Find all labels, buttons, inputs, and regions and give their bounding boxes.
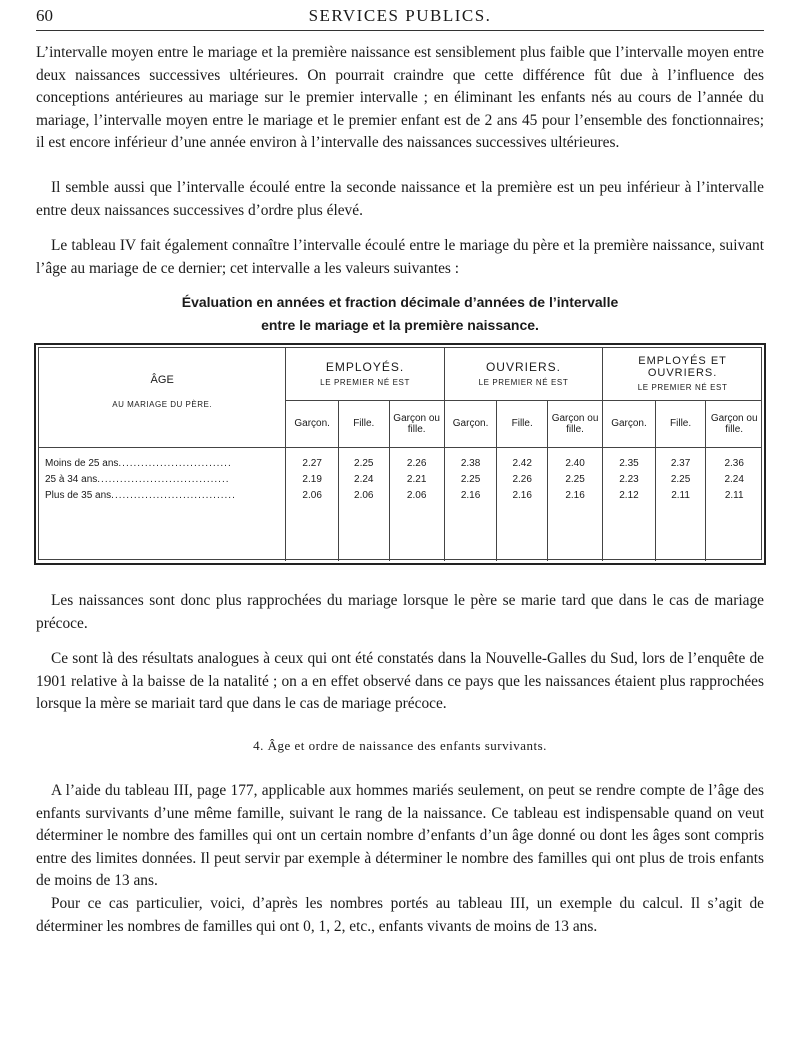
cell: 2.24 bbox=[338, 471, 389, 487]
age-header: ÂGE bbox=[150, 374, 174, 386]
cell: 2.23 bbox=[603, 471, 656, 487]
cell: 2.11 bbox=[706, 487, 762, 503]
cell: 2.25 bbox=[547, 471, 602, 487]
cell: 2.16 bbox=[547, 487, 602, 503]
table-caption-line-2: entre le mariage et la première naissance. bbox=[261, 317, 539, 333]
cell: 2.16 bbox=[444, 487, 497, 503]
paragraph-3: Le tableau IV fait également connaître l’intervalle écoulé entre le mariage du père et la première naissance, suivant l’âge au mariage de ce dernier; cet intervalle a les valeurs suivantes : bbox=[36, 237, 764, 277]
group-employes-title: EMPLOYÉS. bbox=[325, 360, 405, 375]
cell: 2.25 bbox=[338, 455, 389, 471]
running-title: SERVICES PUBLICS. bbox=[308, 6, 492, 25]
cell: 2.24 bbox=[706, 471, 762, 487]
cell: 2.19 bbox=[286, 471, 339, 487]
section-heading: 4. Âge et ordre de naissance des enfants survivants. bbox=[253, 738, 547, 753]
paragraph-5: Ce sont là des résultats analogues à ceux qui ont été constatés dans la Nouvelle-Galles du Sud, lors de l’enquête de 1901 relative à la baisse de la natalité ; on a en effet observé dans ce pays que les naissances étaient plus rapprochées lorsque la mère se mariait tard que dans le cas de mariage précoce. bbox=[36, 650, 764, 713]
col-header: Garçon ou fille. bbox=[547, 400, 602, 447]
group-total bbox=[603, 348, 762, 400]
group-total-title: EMPLOYÉS ET OUVRIERS. bbox=[638, 355, 727, 380]
row-label: Moins de 25 ans bbox=[45, 457, 119, 469]
group-ouvriers-subtitle: LE PREMIER NÉ EST bbox=[478, 378, 569, 388]
cell: 2.26 bbox=[389, 455, 444, 471]
cell: 2.40 bbox=[547, 455, 602, 471]
table-row: 25 à 34 ans................................... 2.19 2.24 2.21 2.25 2.26 2.25 2.23 2.25 2.24 bbox=[39, 471, 762, 487]
cell: 2.35 bbox=[603, 455, 656, 471]
table-row: Moins de 25 ans.............................. 2.27 2.25 2.26 2.38 2.42 2.40 2.35 2.37 2.36 bbox=[39, 455, 762, 471]
cell: 2.27 bbox=[286, 455, 339, 471]
table-row: Plus de 35 ans................................. 2.06 2.06 2.06 2.16 2.16 2.16 2.12 2.11 2.11 bbox=[39, 487, 762, 503]
cell: 2.12 bbox=[603, 487, 656, 503]
group-employes-subtitle: LE PREMIER NÉ EST bbox=[320, 378, 410, 388]
paragraph-2: Il semble aussi que l’intervalle écoulé entre la seconde naissance et la première est un peu inférieur à l’intervalle entre deux naissances successives d’ordre plus élevé. bbox=[36, 179, 764, 219]
header-rule bbox=[36, 30, 764, 31]
row-label: Plus de 35 ans bbox=[45, 489, 112, 501]
table-caption-line-1: Évaluation en années et fraction décimale d’années de l’intervalle bbox=[181, 294, 619, 310]
group-ouvriers-title: OUVRIERS. bbox=[485, 360, 561, 375]
paragraph-4: Les naissances sont donc plus rapprochées du mariage lorsque le père se marie tard que dans le cas de mariage précoce. bbox=[36, 592, 764, 632]
col-header: Garçon. bbox=[286, 400, 339, 447]
paragraph-7: Pour ce cas particulier, voici, d’après les nombres portés au tableau III, un exemple du calcul. Il s’agit de déterminer les nombres de familles qui ont 0, 1, 2, etc., enfants vivants de moins de 13 ans. bbox=[36, 895, 764, 935]
col-header: Fille. bbox=[338, 400, 389, 447]
col-header: Fille. bbox=[655, 400, 706, 447]
col-header: Garçon. bbox=[603, 400, 656, 447]
cell: 2.25 bbox=[444, 471, 497, 487]
paragraph-1: L’intervalle moyen entre le mariage et la première naissance est sensiblement plus faible que l’intervalle moyen entre deux naissances successives ultérieures. On pourrait craindre que cette différence fût due à l’influence des conceptions antérieures au mariage sur le premier intervalle ; en éliminant les enfants nés au cours de l’année du mariage, l’intervalle moyen entre le mariage et le premier enfant est de 2 ans 45 pour l’ensemble des fonctionnaires; il est encore inférieur d’une année environ à l’intervalle des naissances successives ultérieures. bbox=[36, 44, 764, 152]
age-header-cell bbox=[39, 348, 286, 447]
cell: 2.25 bbox=[655, 471, 706, 487]
group-ouvriers bbox=[444, 348, 602, 400]
row-label: 25 à 34 ans bbox=[45, 473, 98, 485]
cell: 2.37 bbox=[655, 455, 706, 471]
paragraph-6: A l’aide du tableau III, page 177, applicable aux hommes mariés seulement, on peut se rendre compte de l’âge des enfants survivants d’une même famille, suivant le rang de la naissance. Ce tableau est indispensable quand on veut déterminer le nombre des familles qui ont un certain nombre d’enfants d’un âge donné ou dont les âges sont compris entre des limites données. Il peut servir par exemple à déterminer le nombre des familles qui ont plus de trois enfants de moins de 13 ans. bbox=[36, 782, 764, 890]
col-header: Garçon ou fille. bbox=[389, 400, 444, 447]
col-header: Fille. bbox=[497, 400, 548, 447]
cell: 2.06 bbox=[338, 487, 389, 503]
page-number: 60 bbox=[36, 6, 53, 25]
interval-table bbox=[34, 343, 766, 565]
cell: 2.06 bbox=[286, 487, 339, 503]
col-header: Garçon ou fille. bbox=[706, 400, 762, 447]
cell: 2.21 bbox=[389, 471, 444, 487]
cell: 2.36 bbox=[706, 455, 762, 471]
group-employes bbox=[286, 348, 444, 400]
group-total-subtitle: LE PREMIER NÉ EST bbox=[637, 383, 728, 393]
cell: 2.06 bbox=[389, 487, 444, 503]
cell: 2.16 bbox=[497, 487, 548, 503]
cell: 2.42 bbox=[497, 455, 548, 471]
age-subheader: AU MARIAGE DU PÈRE. bbox=[112, 400, 213, 409]
cell: 2.26 bbox=[497, 471, 548, 487]
cell: 2.11 bbox=[655, 487, 706, 503]
col-header: Garçon. bbox=[444, 400, 497, 447]
cell: 2.38 bbox=[444, 455, 497, 471]
